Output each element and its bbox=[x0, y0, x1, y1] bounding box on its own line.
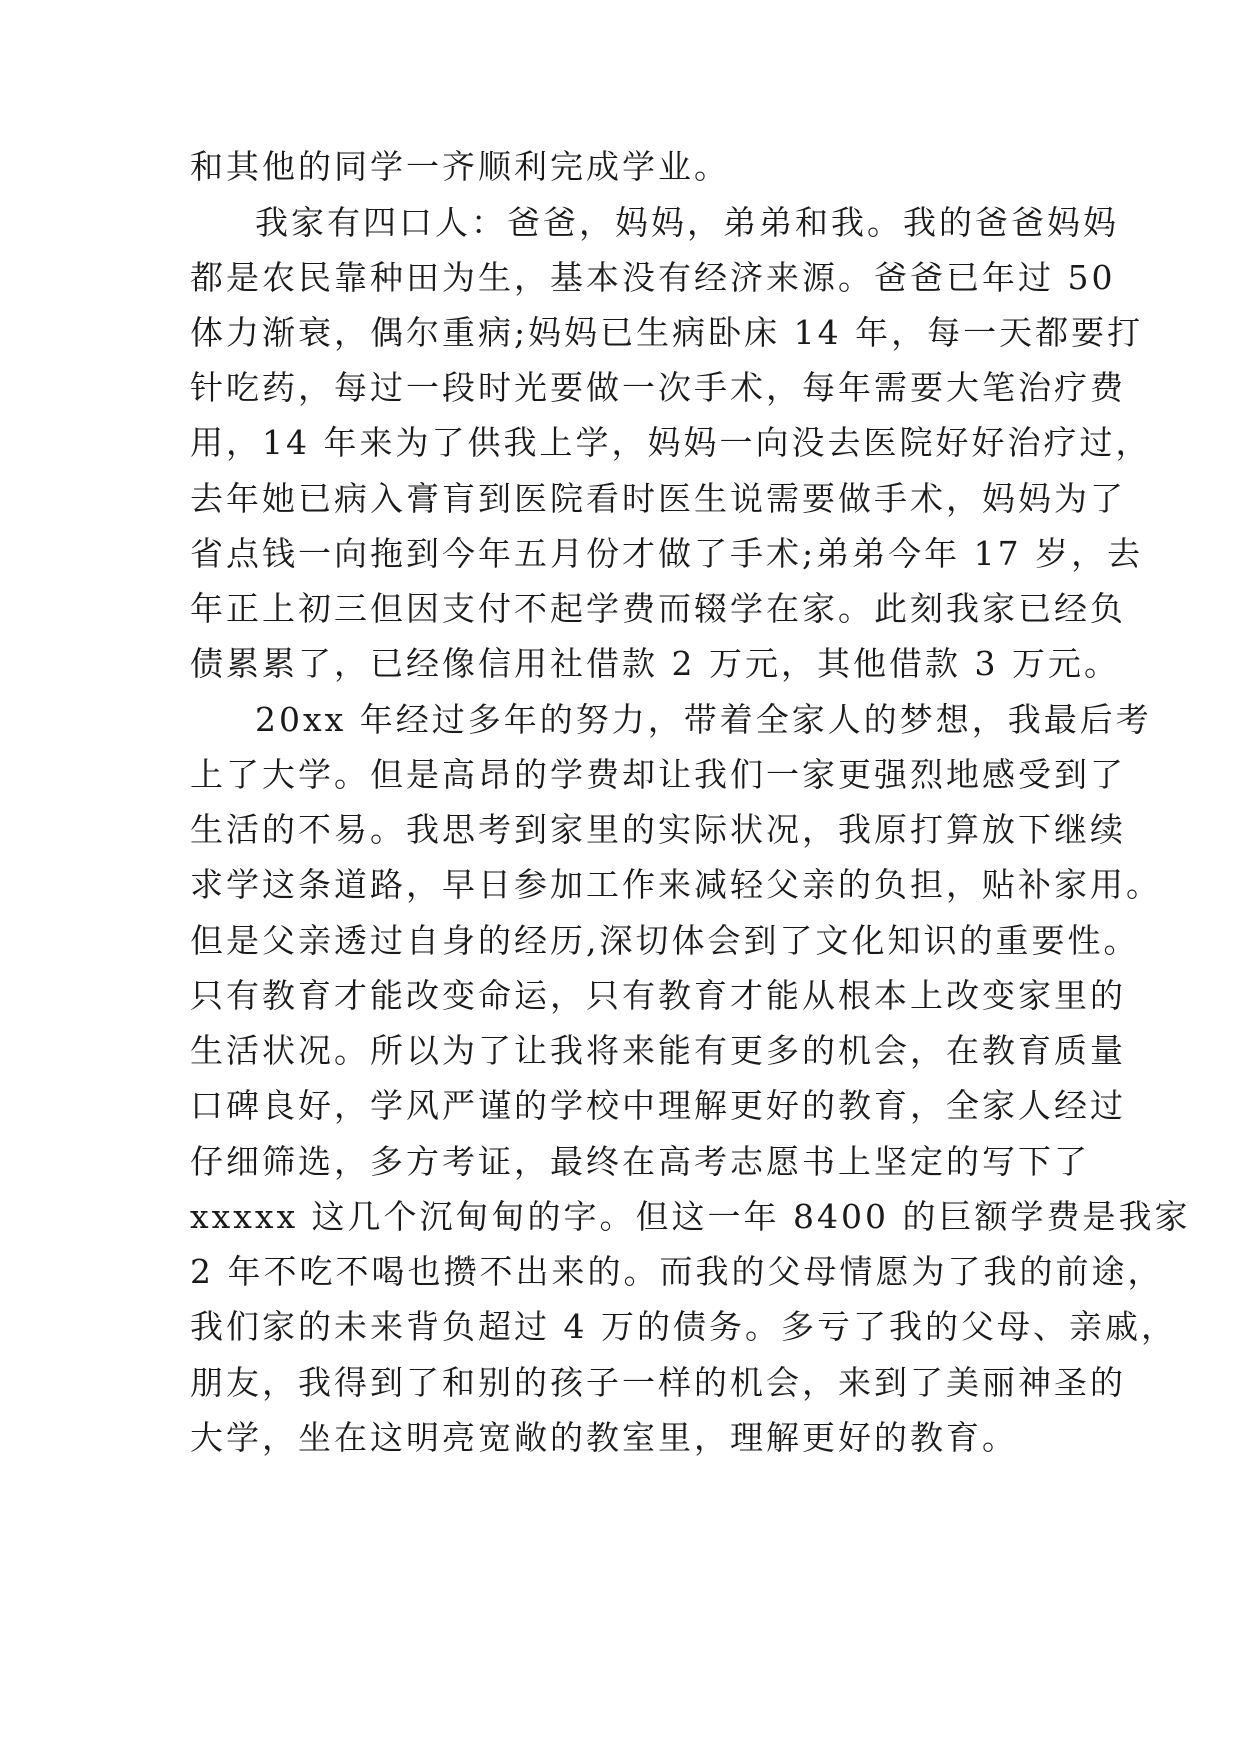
paragraph-line: 上了大学。但是高昂的学费却让我们一家更强烈地感受到了 bbox=[190, 755, 1126, 794]
paragraph-line: 年正上初三但因支付不起学费而辍学在家。此刻我家已经负 bbox=[190, 589, 1126, 628]
paragraph-line: 生活状况。所以为了让我将来能有更多的机会，在教育质量 bbox=[190, 1031, 1126, 1070]
paragraph-line: 2 年不吃不喝也攒不出来的。而我的父母情愿为了我的前途， bbox=[190, 1252, 1164, 1291]
paragraph-line: 20xx 年经过多年的努力，带着全家人的梦想，我最后考 bbox=[255, 700, 1152, 739]
paragraph-line: 生活的不易。我思考到家里的实际状况，我原打算放下继续 bbox=[190, 810, 1126, 849]
paragraph-line: 我们家的未来背负超过 4 万的债务。多亏了我的父母、亲戚， bbox=[190, 1307, 1177, 1346]
paragraph-line: 去年她已病入膏肓到医院看时医生说需要做手术，妈妈为了 bbox=[190, 479, 1126, 518]
paragraph-line: 口碑良好，学风严谨的学校中理解更好的教育，全家人经过 bbox=[190, 1086, 1126, 1125]
paragraph-line: 但是父亲透过自身的经历,深切体会到了文化知识的重要性。 bbox=[190, 921, 1140, 960]
paragraph-line: 朋友，我得到了和别的孩子一样的机会，来到了美丽神圣的 bbox=[190, 1363, 1126, 1402]
paragraph-line: 求学这条道路，早日参加工作来减轻父亲的负担，贴补家用。 bbox=[190, 865, 1162, 904]
paragraph-line: xxxxx 这几个沉甸甸的字。但这一年 8400 的巨额学费是我家 bbox=[190, 1197, 1191, 1236]
paragraph-line: 仔细筛选，多方考证，最终在高考志愿书上坚定的写下了 bbox=[190, 1142, 1090, 1181]
paragraph-line: 只有教育才能改变命运，只有教育才能从根本上改变家里的 bbox=[190, 976, 1126, 1015]
paragraph-line: 债累累了，已经像信用社借款 2 万元，其他借款 3 万元。 bbox=[190, 644, 1120, 683]
paragraph-line: 都是农民靠种田为生，基本没有经济来源。爸爸已年过 50 bbox=[190, 258, 1116, 297]
paragraph-line: 体力渐衰，偶尔重病;妈妈已生病卧床 14 年，每一天都要打 bbox=[190, 313, 1144, 352]
paragraph-line: 大学，坐在这明亮宽敞的教室里，理解更好的教育。 bbox=[190, 1418, 1018, 1457]
paragraph-line: 省点钱一向拖到今年五月份才做了手术;弟弟今年 17 岁，去 bbox=[190, 534, 1144, 573]
paragraph-line: 用，14 年来为了供我上学，妈妈一向没去医院好好治疗过， bbox=[190, 423, 1152, 462]
paragraph-line: 针吃药，每过一段时光要做一次手术，每年需要大笔治疗费 bbox=[190, 368, 1126, 407]
paragraph-line: 和其他的同学一齐顺利完成学业。 bbox=[190, 147, 730, 186]
paragraph-line: 我家有四口人：爸爸，妈妈，弟弟和我。我的爸爸妈妈 bbox=[255, 203, 1119, 242]
